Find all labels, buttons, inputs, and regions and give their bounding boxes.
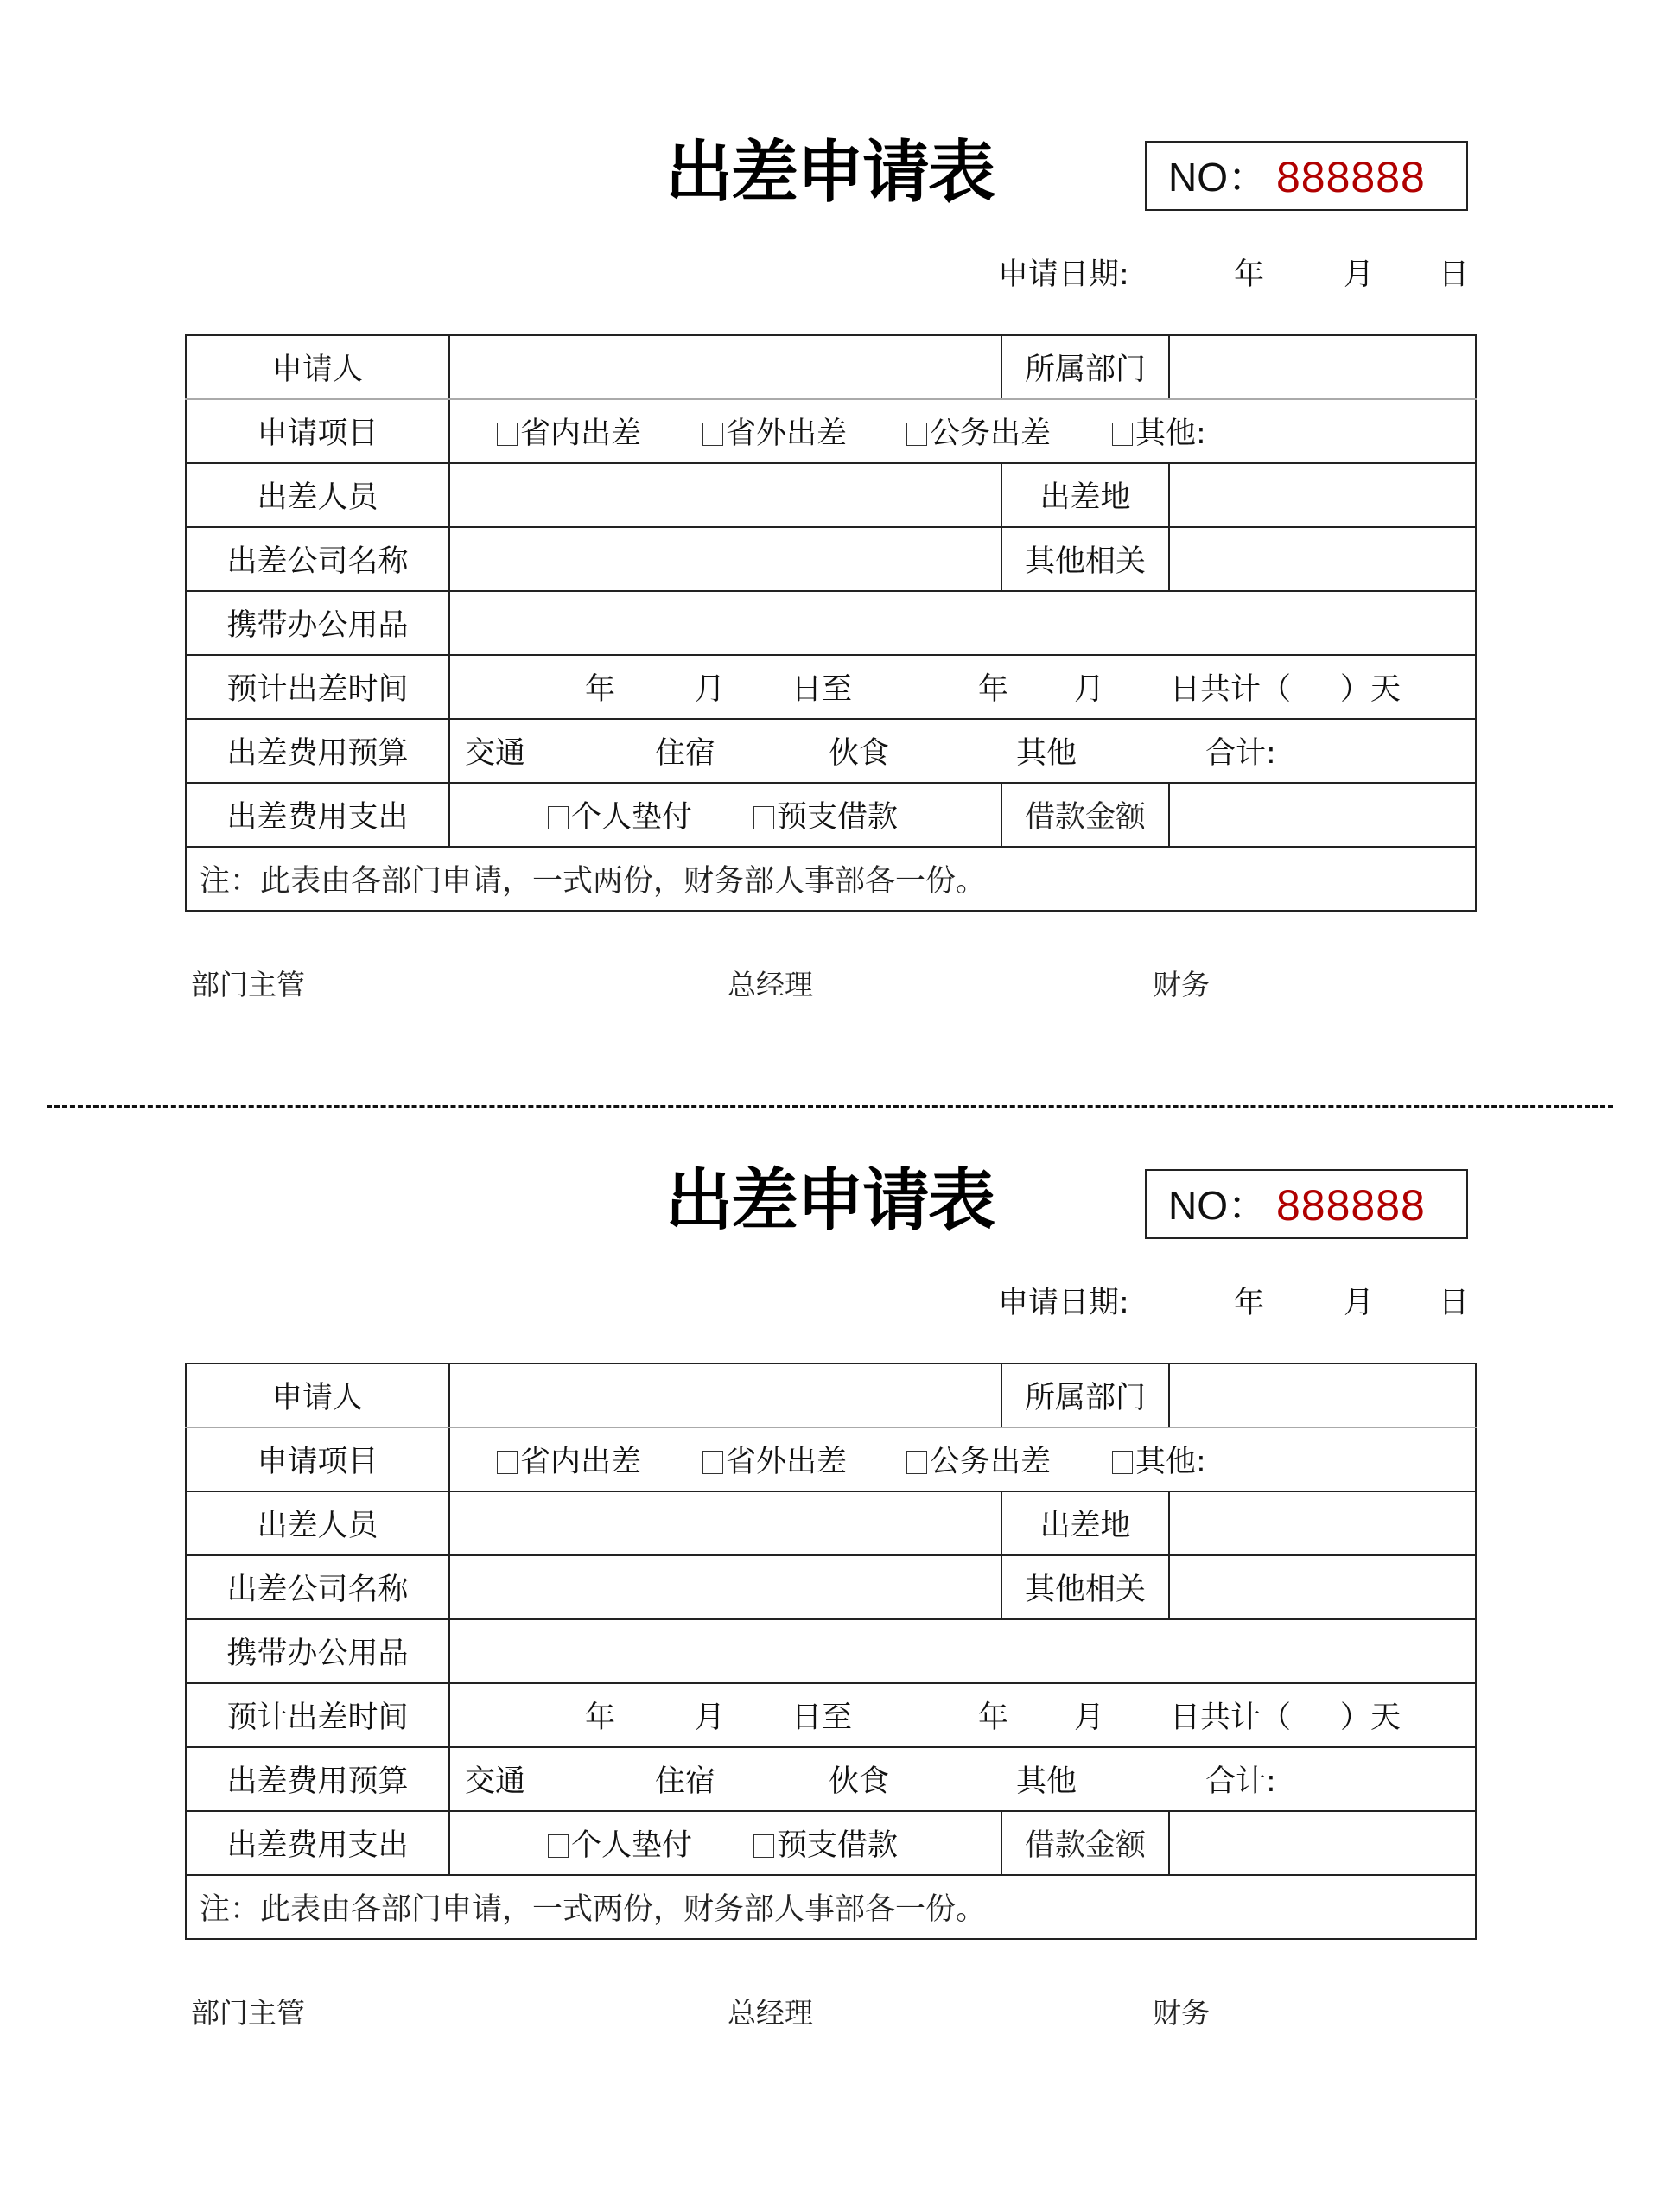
department-field[interactable]	[1169, 335, 1476, 399]
budget-field[interactable]	[449, 719, 1476, 783]
end-day-total: 日共计（	[1170, 672, 1292, 707]
option-in-province[interactable]: 省内出差	[497, 410, 641, 453]
checkbox-icon[interactable]	[548, 1834, 569, 1858]
budget-transport: 交通	[465, 736, 526, 771]
loan-amount-field[interactable]	[1169, 783, 1476, 847]
option-out-province[interactable]: 省外出差	[702, 410, 847, 453]
date-label: 申请日期:	[998, 257, 1129, 292]
checkbox-icon[interactable]	[702, 423, 723, 446]
table-row	[186, 1747, 1476, 1811]
option-in-province[interactable]: 省内出差	[497, 1438, 641, 1481]
other-related-field[interactable]	[1169, 527, 1476, 591]
table-row	[186, 1875, 1476, 1939]
expense-label: 出差费用支出	[186, 1811, 449, 1875]
company-label: 出差公司名称	[186, 1555, 449, 1619]
application-table	[185, 1363, 1477, 1940]
loan-amount-label: 借款金额	[1001, 1811, 1169, 1875]
supplies-label: 携带办公用品	[186, 591, 449, 655]
table-row	[186, 591, 1476, 655]
option-official[interactable]: 公务出差	[906, 1438, 1051, 1481]
start-month: 月	[695, 672, 726, 707]
signature-general-manager: 总经理	[728, 968, 813, 1001]
checkbox-icon[interactable]	[753, 1834, 774, 1858]
table-row	[186, 463, 1476, 527]
option-prepaid-loan[interactable]: 预支借款	[753, 1821, 898, 1865]
table-row	[186, 719, 1476, 783]
form-number-label: NO：	[1168, 155, 1268, 200]
table-row	[186, 1555, 1476, 1619]
end-month: 月	[1074, 672, 1105, 707]
signature-dept-manager: 部门主管	[191, 1996, 305, 2030]
form-number-label: NO：	[1168, 1183, 1268, 1228]
loan-amount-label: 借款金额	[1001, 783, 1169, 847]
budget-meals: 伙食	[829, 1764, 890, 1799]
company-field[interactable]	[449, 527, 1001, 591]
time-label: 预计出差时间	[186, 1683, 449, 1747]
date-month[interactable]: 月	[1344, 257, 1375, 292]
applicant-label: 申请人	[186, 1363, 449, 1427]
form-number-box	[1145, 1169, 1468, 1239]
form-title: 出差申请表	[664, 1162, 994, 1240]
checkbox-icon[interactable]	[906, 423, 927, 446]
signature-finance: 财务	[1153, 1996, 1210, 2030]
item-options	[449, 399, 1476, 463]
start-day-to: 日至	[791, 1700, 853, 1735]
table-row	[186, 1427, 1476, 1491]
company-label: 出差公司名称	[186, 527, 449, 591]
option-prepaid-loan[interactable]: 预支借款	[753, 793, 898, 836]
option-personal-advance[interactable]: 个人垫付	[548, 1821, 692, 1865]
supplies-field[interactable]	[449, 591, 1476, 655]
time-label: 预计出差时间	[186, 655, 449, 719]
option-other[interactable]: 其他:	[1112, 410, 1206, 453]
table-row	[186, 847, 1476, 911]
form-note: 注：此表由各部门申请，一式两份，财务部人事部各一份。	[186, 847, 1476, 911]
budget-other: 其他	[1016, 1764, 1077, 1799]
budget-other: 其他	[1016, 736, 1077, 771]
expense-options	[449, 1811, 1001, 1875]
checkbox-icon[interactable]	[1112, 1451, 1133, 1474]
time-field[interactable]	[449, 655, 1476, 719]
checkbox-icon[interactable]	[1112, 423, 1133, 446]
form-number-value: 888888	[1276, 1181, 1426, 1230]
expense-options	[449, 783, 1001, 847]
date-month[interactable]: 月	[1344, 1286, 1375, 1320]
budget-lodging: 住宿	[655, 1764, 716, 1799]
table-row	[186, 783, 1476, 847]
company-field[interactable]	[449, 1555, 1001, 1619]
checkbox-icon[interactable]	[497, 1451, 518, 1474]
travel-application-form-copy-2	[0, 1028, 1659, 2056]
travelers-label: 出差人员	[186, 463, 449, 527]
budget-transport: 交通	[465, 1764, 526, 1799]
item-label: 申请项目	[186, 1427, 449, 1491]
expense-label: 出差费用支出	[186, 783, 449, 847]
budget-label: 出差费用预算	[186, 719, 449, 783]
end-year: 年	[978, 1700, 1009, 1735]
department-field[interactable]	[1169, 1363, 1476, 1427]
option-out-province[interactable]: 省外出差	[702, 1438, 847, 1481]
checkbox-icon[interactable]	[753, 806, 774, 830]
form-number-value: 888888	[1276, 153, 1426, 201]
budget-lodging: 住宿	[655, 736, 716, 771]
start-month: 月	[695, 1700, 726, 1735]
table-row	[186, 655, 1476, 719]
checkbox-icon[interactable]	[497, 423, 518, 446]
option-personal-advance[interactable]: 个人垫付	[548, 793, 692, 836]
travelers-label: 出差人员	[186, 1491, 449, 1555]
table-row	[186, 1491, 1476, 1555]
applicant-label: 申请人	[186, 335, 449, 399]
table-row	[186, 1683, 1476, 1747]
application-table	[185, 334, 1477, 912]
applicant-field[interactable]	[449, 1363, 1001, 1427]
checkbox-icon[interactable]	[702, 1451, 723, 1474]
form-title: 出差申请表	[664, 134, 994, 212]
other-related-field[interactable]	[1169, 1555, 1476, 1619]
department-label: 所属部门	[1001, 335, 1169, 399]
travel-application-form-copy-1	[0, 0, 1659, 1028]
destination-label: 出差地	[1001, 463, 1169, 527]
budget-total: 合计:	[1205, 1764, 1276, 1799]
start-day-to: 日至	[791, 672, 853, 707]
table-row	[186, 1811, 1476, 1875]
destination-label: 出差地	[1001, 1491, 1169, 1555]
checkbox-icon[interactable]	[548, 806, 569, 830]
checkbox-icon[interactable]	[906, 1451, 927, 1474]
date-year[interactable]: 年	[1234, 257, 1265, 292]
start-year: 年	[585, 1700, 616, 1735]
budget-meals: 伙食	[829, 736, 890, 771]
total-days-suffix: ）天	[1340, 672, 1402, 707]
supplies-field[interactable]	[449, 1619, 1476, 1683]
budget-label: 出差费用预算	[186, 1747, 449, 1811]
table-row	[186, 1363, 1476, 1427]
signature-general-manager: 总经理	[728, 1996, 813, 2030]
supplies-label: 携带办公用品	[186, 1619, 449, 1683]
item-options	[449, 1427, 1476, 1491]
form-number-box	[1145, 141, 1468, 211]
travelers-field[interactable]	[449, 1491, 1001, 1555]
travelers-field[interactable]	[449, 463, 1001, 527]
table-row	[186, 527, 1476, 591]
date-label: 申请日期:	[998, 1286, 1129, 1320]
start-year: 年	[585, 672, 616, 707]
date-day[interactable]: 日	[1439, 257, 1470, 292]
other-related-label: 其他相关	[1001, 1555, 1169, 1619]
item-label: 申请项目	[186, 399, 449, 463]
other-related-label: 其他相关	[1001, 527, 1169, 591]
date-year[interactable]: 年	[1234, 1286, 1265, 1320]
table-row	[186, 399, 1476, 463]
signature-finance: 财务	[1153, 968, 1210, 1001]
form-note: 注：此表由各部门申请，一式两份，财务部人事部各一份。	[186, 1875, 1476, 1939]
department-label: 所属部门	[1001, 1363, 1169, 1427]
destination-field[interactable]	[1169, 1491, 1476, 1555]
option-official[interactable]: 公务出差	[906, 410, 1051, 453]
budget-total: 合计:	[1205, 736, 1276, 771]
time-field[interactable]	[449, 1683, 1476, 1747]
table-row	[186, 1619, 1476, 1683]
option-other[interactable]: 其他:	[1112, 1438, 1206, 1481]
destination-field[interactable]	[1169, 463, 1476, 527]
signature-dept-manager: 部门主管	[191, 968, 305, 1001]
total-days-suffix: ）天	[1340, 1700, 1402, 1735]
end-month: 月	[1074, 1700, 1105, 1735]
table-row	[186, 335, 1476, 399]
applicant-field[interactable]	[449, 335, 1001, 399]
loan-amount-field[interactable]	[1169, 1811, 1476, 1875]
end-day-total: 日共计（	[1170, 1700, 1292, 1735]
budget-field[interactable]	[449, 1747, 1476, 1811]
date-day[interactable]: 日	[1439, 1286, 1470, 1320]
end-year: 年	[978, 672, 1009, 707]
